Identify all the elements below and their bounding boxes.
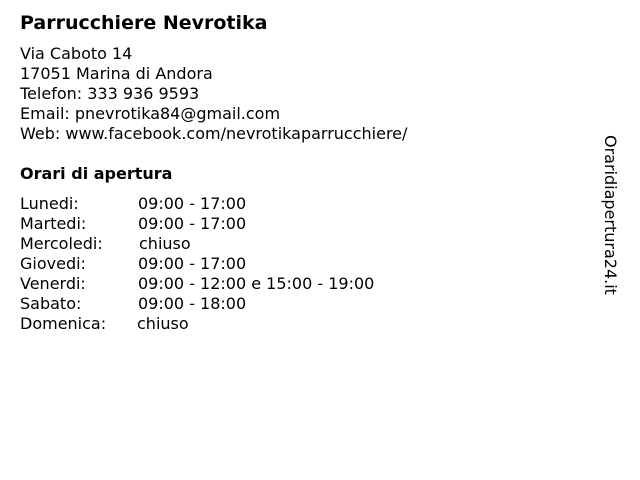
web-line: Web: www.facebook.com/nevrotikaparrucchiere/ [20, 124, 408, 143]
phone-line: Telefon: 333 936 9593 [20, 84, 200, 103]
site-watermark: Oraridiapertura24.it [601, 135, 620, 295]
day-label: Domenica: [20, 314, 107, 333]
hours-title: Orari di apertura [20, 164, 173, 183]
business-name: Parrucchiere Nevrotika [20, 12, 268, 34]
address-line: Via Caboto 14 [20, 44, 133, 63]
contact-block [20, 44, 407, 144]
day-label: Martedi: [20, 214, 87, 233]
day-label: Giovedi: [20, 254, 86, 273]
time-value: 09:00 - 12:00 e 15:00 - 19:00 [138, 274, 375, 293]
day-label: Mercoledi: [20, 234, 103, 253]
time-value: 09:00 - 18:00 [138, 294, 247, 313]
day-label: Venerdi: [20, 274, 86, 293]
day-label: Sabato: [20, 294, 82, 313]
email-line: Email: pnevrotika84@gmail.com [20, 104, 281, 123]
time-value: chiuso [137, 314, 189, 333]
day-label: Lunedi: [20, 194, 79, 213]
city-line: 17051 Marina di Andora [20, 64, 213, 83]
time-value: 09:00 - 17:00 [138, 194, 247, 213]
time-value: chiuso [139, 234, 191, 253]
time-value: 09:00 - 17:00 [138, 214, 247, 233]
time-value: 09:00 - 17:00 [138, 254, 247, 273]
